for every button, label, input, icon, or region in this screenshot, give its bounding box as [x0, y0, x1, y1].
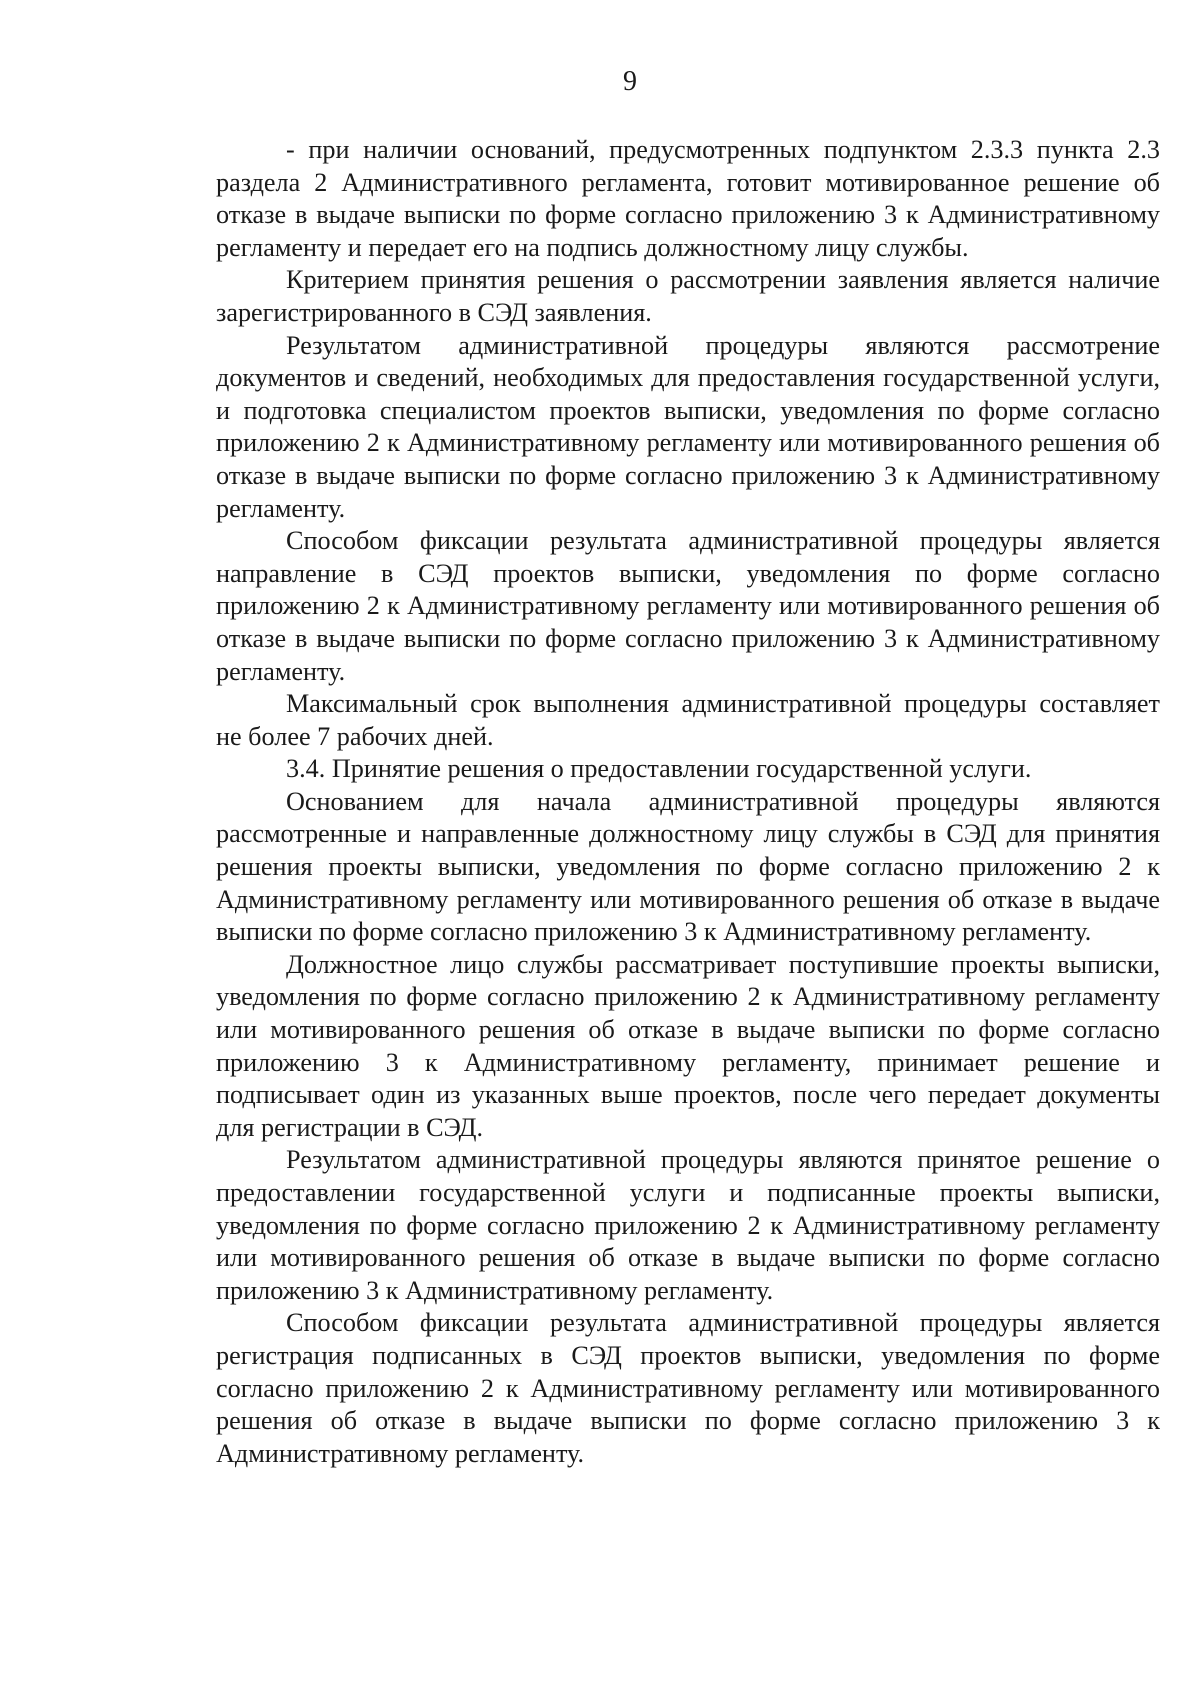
document-body [216, 134, 1160, 1470]
paragraph-decision-result: Результатом административной процедуры являются принятое решение о предоставлении государственной услуги и подписанные проекты выписки, уведомления по форме согласно приложению 2 к Административному регламенту или мотивированного решения об отказе в выдаче выписки по форме согласно приложению 3 к Административному регламенту. [216, 1145, 1160, 1305]
paragraph-registration-method: Способом фиксации результата административной процедуры является регистрация подписанных в СЭД проектов выписки, уведомления по форме согласно приложению 2 к Административному регламенту или мотивированного решения об отказе в выдаче выписки по форме согласно приложению 3 к Административному регламенту. [216, 1308, 1160, 1468]
paragraph-result-recording: Способом фиксации результата административной процедуры является направление в СЭД проектов выписки, уведомления по форме согласно приложению 2 к Административному регламенту или мотивированного решения об отказе в выдаче выписки по форме согласно приложению 3 к Административному регламенту. [216, 526, 1160, 686]
paragraph-refusal-decision: - при наличии оснований, предусмотренных подпунктом 2.3.3 пункта 2.3 раздела 2 Административного регламента, готовит мотивированное решение об отказе в выдаче выписки по форме согласно приложению 3 к Административному регламенту и передает его на подпись должностному лицу службы. [216, 135, 1160, 262]
paragraph-official-review: Должностное лицо службы рассматривает поступившие проекты выписки, уведомления по форме согласно приложению 2 к Административному регламенту или мотивированного решения об отказе в выдаче выписки по форме согласно приложению 3 к Административному регламенту, принимает решение и подписывает один из указанных выше проектов, после чего передает документы для регистрации в СЭД. [216, 949, 1160, 1142]
paragraph-decision-criterion: Критерием принятия решения о рассмотрении заявления является наличие зарегистрированного в СЭД заявления. [216, 265, 1160, 327]
section-heading-3-4: 3.4. Принятие решения о предоставлении государственной услуги. [286, 754, 1032, 784]
page-number: 9 [623, 66, 637, 97]
paragraph-procedure-result: Результатом административной процедуры являются рассмотрение документов и сведений, необходимых для предоставления государственной услуги, и подготовка специалистом проектов выписки, уведомления по форме согласно приложению 2 к Административному регламенту или мотивированного решения об отказе в выдаче выписки по форме согласно приложению 3 к Административному регламенту. [216, 330, 1160, 523]
paragraph-max-duration: Максимальный срок выполнения административной процедуры составляет не более 7 рабочих дней. [216, 689, 1160, 751]
paragraph-procedure-basis: Основанием для начала административной процедуры являются рассмотренные и направленные должностному лицу службы в СЭД для принятия решения проекты выписки, уведомления по форме согласно приложению 2 к Административному регламенту или мотивированного решения об отказе в выдаче выписки по форме согласно приложению 3 к Административному регламенту. [216, 786, 1160, 947]
